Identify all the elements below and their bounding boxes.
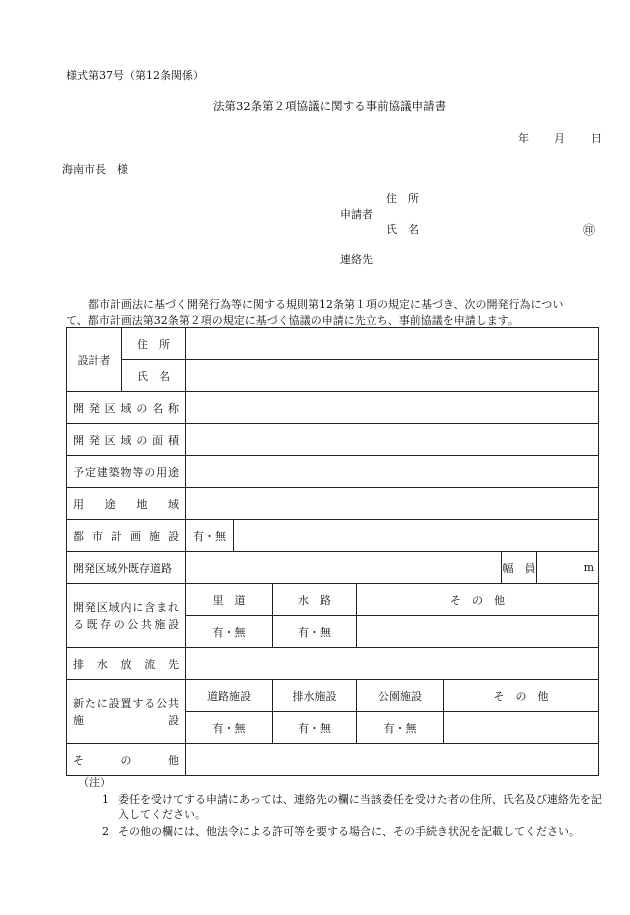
width-field[interactable]: m: [537, 552, 599, 584]
new-col-drainage: 排水施設: [273, 680, 357, 712]
note-number: 1: [102, 793, 109, 806]
note-number: 2: [102, 825, 109, 838]
intro-line-1: 都市計画法に基づく開発行為等に関する規則第12条第１項の規定に基づき、次の開発行為につい: [88, 298, 564, 311]
public-col-satomichi: 里 道: [186, 584, 273, 616]
new-value-road[interactable]: 有・無: [186, 712, 273, 744]
other-label: その他: [67, 744, 186, 776]
intro-paragraph: [66, 297, 606, 329]
city-facility-label: 都市計画施設: [67, 520, 186, 552]
drainage-label: 排水放流先: [67, 648, 186, 680]
form-title: 法第32条第２項協議に関する事前協議申請書: [213, 99, 447, 113]
building-use-field[interactable]: [186, 456, 599, 488]
public-value-suiro[interactable]: 有・無: [273, 616, 357, 648]
contact-label: 連絡先: [340, 253, 373, 266]
area-size-label: 開発区域の面積: [67, 424, 186, 456]
new-col-road: 道路施設: [186, 680, 273, 712]
external-road-label: 開発区域外既存道路: [67, 552, 186, 584]
public-value-other[interactable]: [357, 616, 599, 648]
note-item: [78, 792, 608, 822]
addressee: 海南市長 様: [62, 163, 128, 176]
applicant-label: 申請者: [340, 208, 373, 221]
area-name-label: 開発区域の名称: [67, 392, 186, 424]
date-year: 年: [518, 132, 529, 145]
date-month: 月: [554, 132, 565, 145]
area-size-field[interactable]: [186, 424, 599, 456]
new-col-park: 公園施設: [357, 680, 444, 712]
designer-name-label: 氏 名: [122, 360, 186, 392]
area-name-field[interactable]: [186, 392, 599, 424]
date-day: 日: [591, 132, 602, 145]
use-zone-field[interactable]: [186, 488, 599, 520]
applicant-address-label: 住 所: [386, 192, 419, 205]
designer-address-field[interactable]: [186, 328, 599, 360]
application-table: [66, 327, 599, 776]
public-value-satomichi[interactable]: 有・無: [186, 616, 273, 648]
note-text: 委任を受けてする申請にあっては、連絡先の欄に当該委任を受けた者の住所、氏名及び連絡先を記入してください。: [118, 793, 602, 821]
new-col-other: そ の 他: [444, 680, 599, 712]
public-col-suiro: 水 路: [273, 584, 357, 616]
width-label: 幅 員: [502, 552, 537, 584]
new-value-park[interactable]: 有・無: [357, 712, 444, 744]
use-zone-label: 用途地域: [67, 488, 186, 520]
drainage-field[interactable]: [186, 648, 599, 680]
note-text: その他の欄には、他法令による許可等を要する場合に、その手続き状況を記載してください。: [118, 825, 580, 838]
notes-section: [78, 775, 608, 839]
new-value-other[interactable]: [444, 712, 599, 744]
building-use-label: 予定建築物等の用途: [67, 456, 186, 488]
public-col-other: そ の 他: [357, 584, 599, 616]
designer-name-field[interactable]: [186, 360, 599, 392]
designer-address-label: 住 所: [122, 328, 186, 360]
new-value-drainage[interactable]: 有・無: [273, 712, 357, 744]
applicant-name-label: 氏 名: [386, 223, 419, 236]
new-public-facility-label: 新たに設置する公共施設: [67, 680, 186, 744]
designer-label: 設計者: [67, 328, 122, 392]
form-number: 様式第37号（第12条関係）: [66, 69, 204, 82]
seal-mark: ㊞: [583, 223, 596, 237]
city-facility-choice[interactable]: 有・無: [186, 520, 234, 552]
other-field[interactable]: [186, 744, 599, 776]
existing-public-facility-label: 開発区域内に含まれる既存の公共施設: [67, 584, 186, 648]
intro-line-2: て、都市計画法第32条第２項の規定に基づく協議の申請に先立ち、事前協議を申請します。: [66, 314, 519, 327]
city-facility-field[interactable]: [234, 520, 599, 552]
external-road-field[interactable]: [186, 552, 502, 584]
note-item: [78, 824, 608, 839]
notes-heading: （注）: [78, 776, 111, 789]
